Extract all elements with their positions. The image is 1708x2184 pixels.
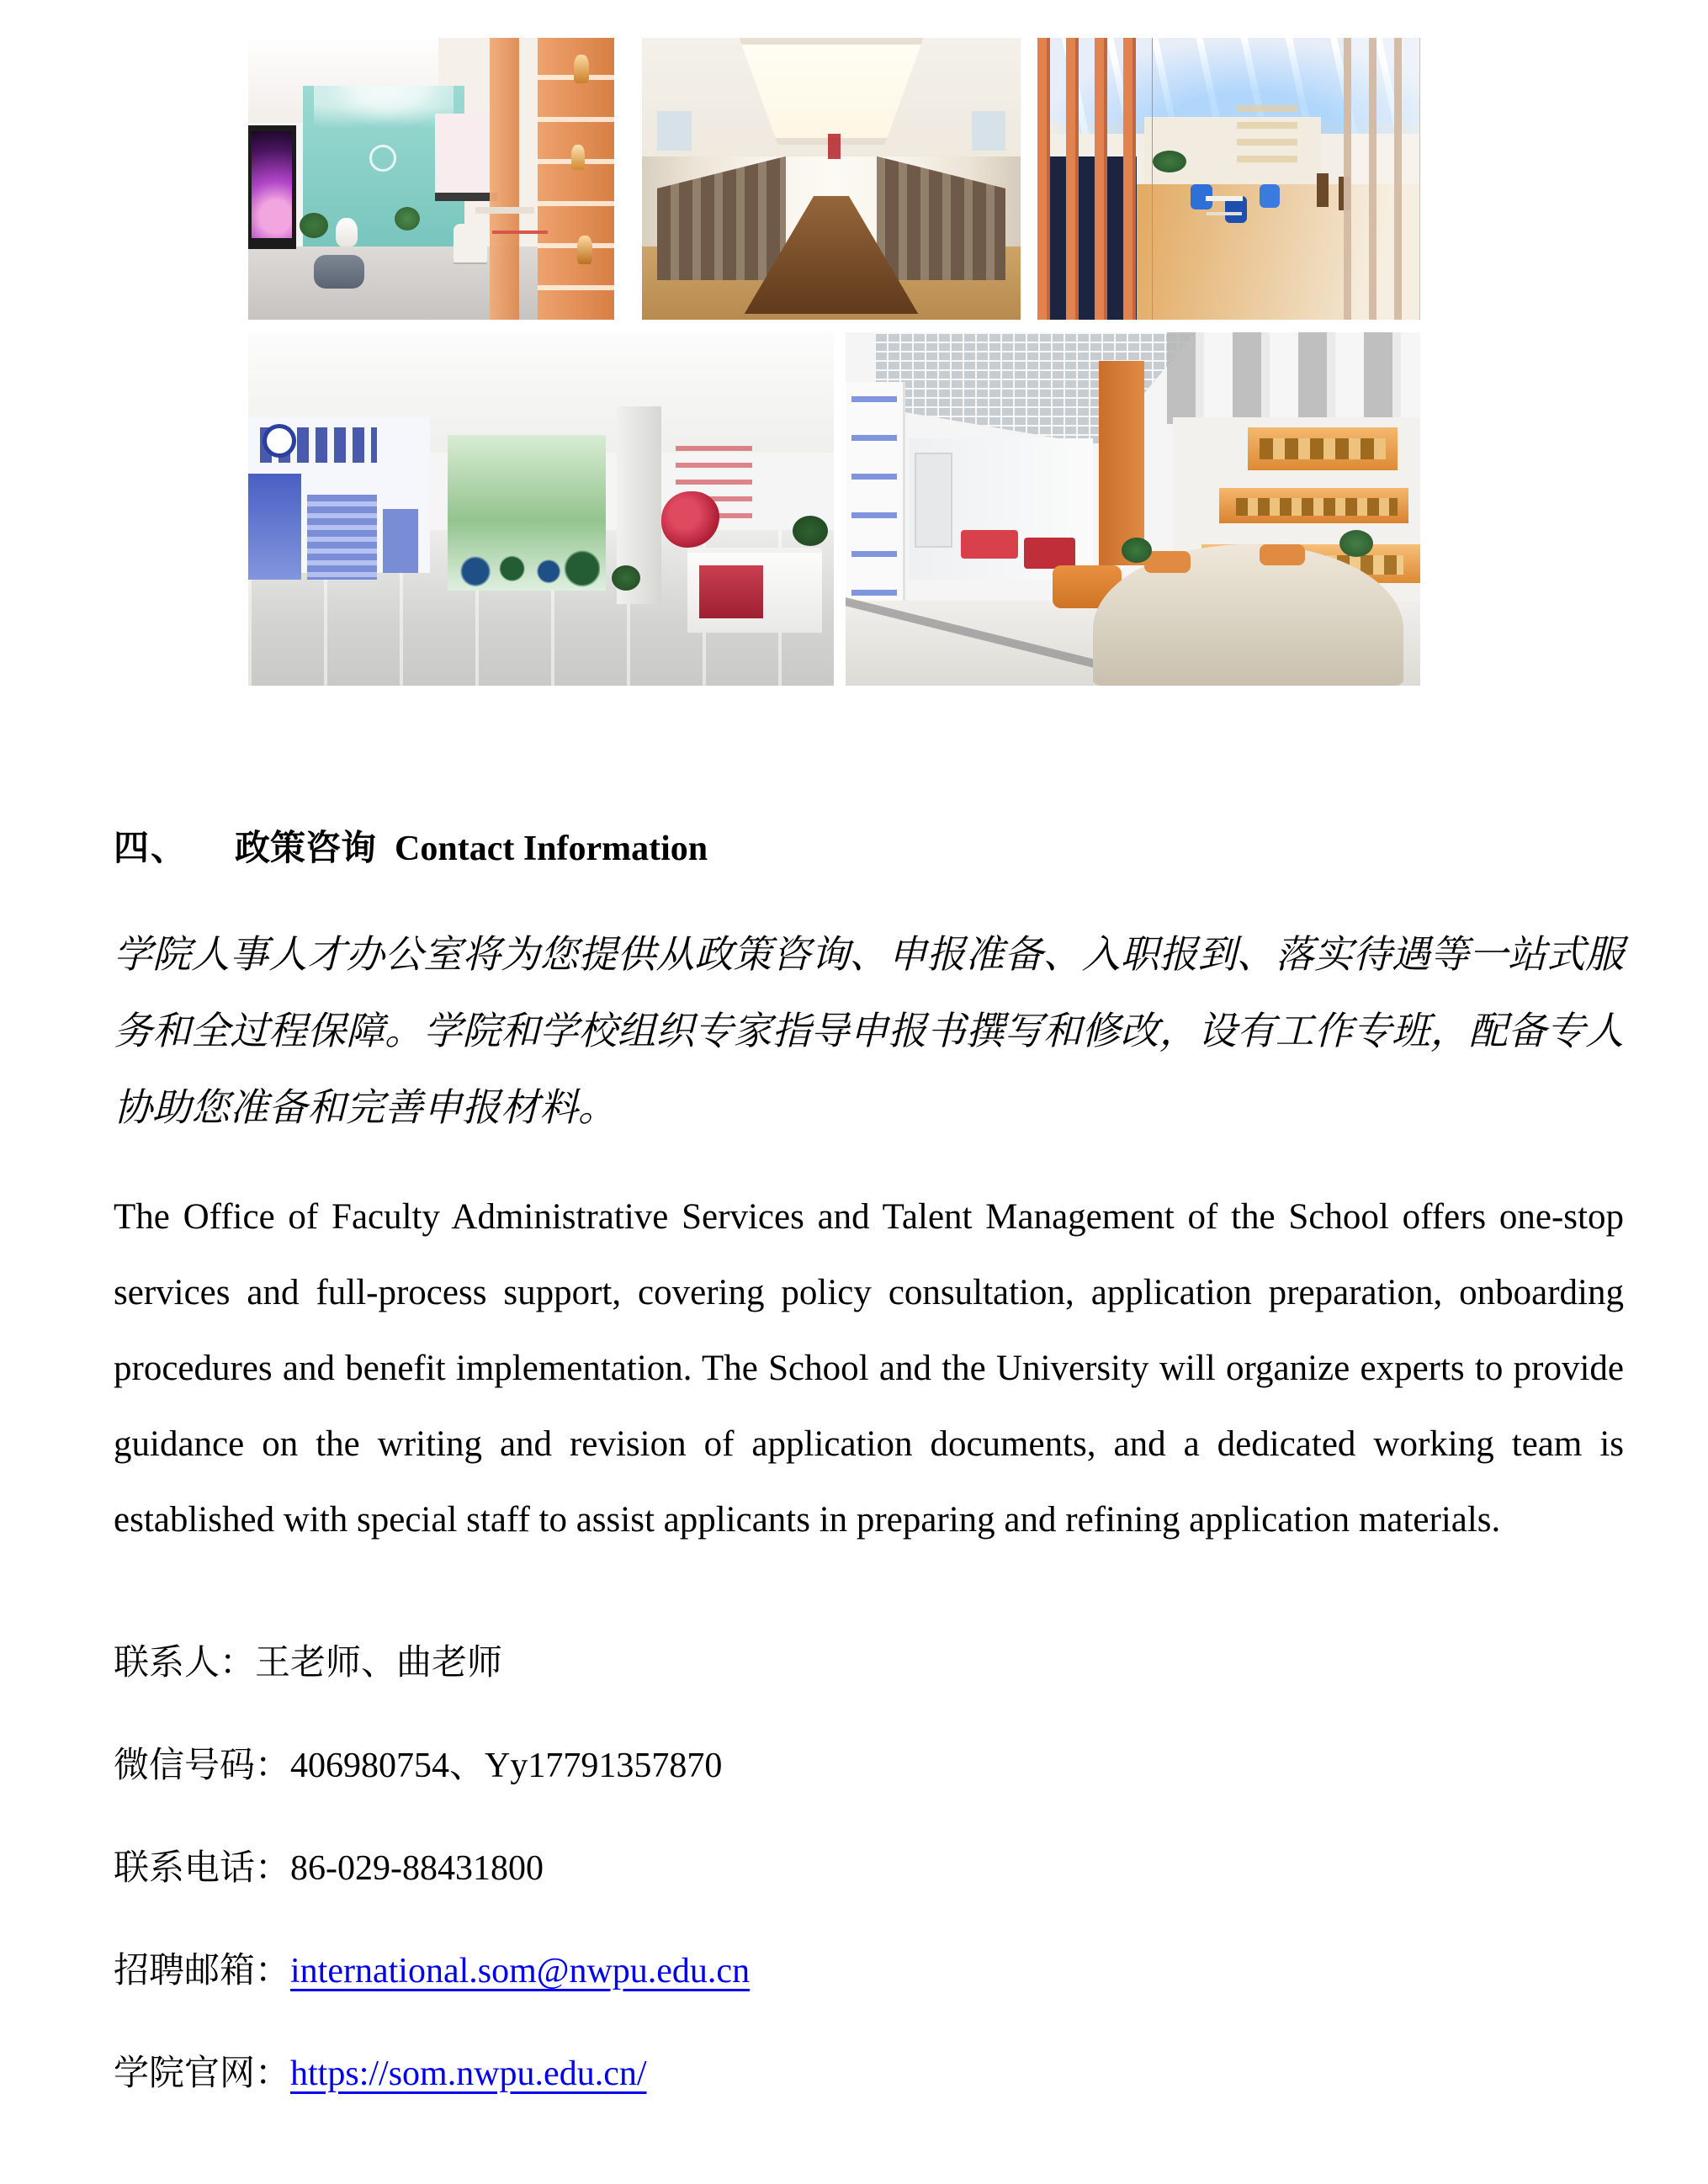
photo-conference-room xyxy=(642,38,1021,320)
document-body xyxy=(0,824,1708,2094)
photo-awards-atrium xyxy=(846,332,1420,686)
email-row xyxy=(114,1950,1624,1991)
policy-paragraph-en: The Office of Faculty Administrative Services and Talent Management of the School offers one-stop services and full-process support, covering policy consultation, application preparation, onboarding procedures and benefit implementation. The School and the University will organize experts to provide guidance on the writing and revision of application documents, and a dedicated working team is established with special staff to assist applicants in preparing and refining application materials. xyxy=(114,1197,1624,1540)
phone-value: 86-029-88431800 xyxy=(290,1849,544,1888)
email-label: 招聘邮箱： xyxy=(114,1950,291,1990)
photo-collage xyxy=(0,0,1708,686)
website-label: 学院官网： xyxy=(114,2053,291,2092)
website-row xyxy=(114,2053,1624,2094)
phone-label: 联系电话： xyxy=(114,1847,291,1887)
photo-school-lobby xyxy=(248,332,834,686)
contact-person-label: 联系人： xyxy=(114,1642,256,1682)
photo-lounge-wood-slats xyxy=(1037,38,1420,320)
email-link[interactable]: international.som@nwpu.edu.cn xyxy=(290,1952,751,1991)
section-number: 四、 xyxy=(114,828,188,867)
section-heading xyxy=(114,824,1624,872)
policy-paragraph-zh: 学院人事人才办公室将为您提供从政策咨询、申报准备、入职报到、落实待遇等一站式服务和全过程保障。学院和学校组织专家指导申报书撰写和修改，设有工作专班，配备专人协助您准备和完善申报材料。 xyxy=(114,933,1624,1129)
wechat-value: 406980754、Yy17791357870 xyxy=(290,1747,723,1785)
wechat-label: 微信号码： xyxy=(114,1745,291,1784)
contact-person-value: 王老师、曲老师 xyxy=(255,1642,503,1682)
section-title-en: Contact Information xyxy=(395,830,708,868)
wechat-row xyxy=(114,1745,1624,1786)
website-link[interactable]: https://som.nwpu.edu.cn/ xyxy=(290,2054,647,2093)
contact-person-row xyxy=(114,1642,1624,1683)
section-title-zh: 政策咨询 xyxy=(235,828,377,867)
contact-list xyxy=(114,1642,1624,2094)
photo-showroom-interior xyxy=(248,38,614,320)
phone-row xyxy=(114,1847,1624,1889)
